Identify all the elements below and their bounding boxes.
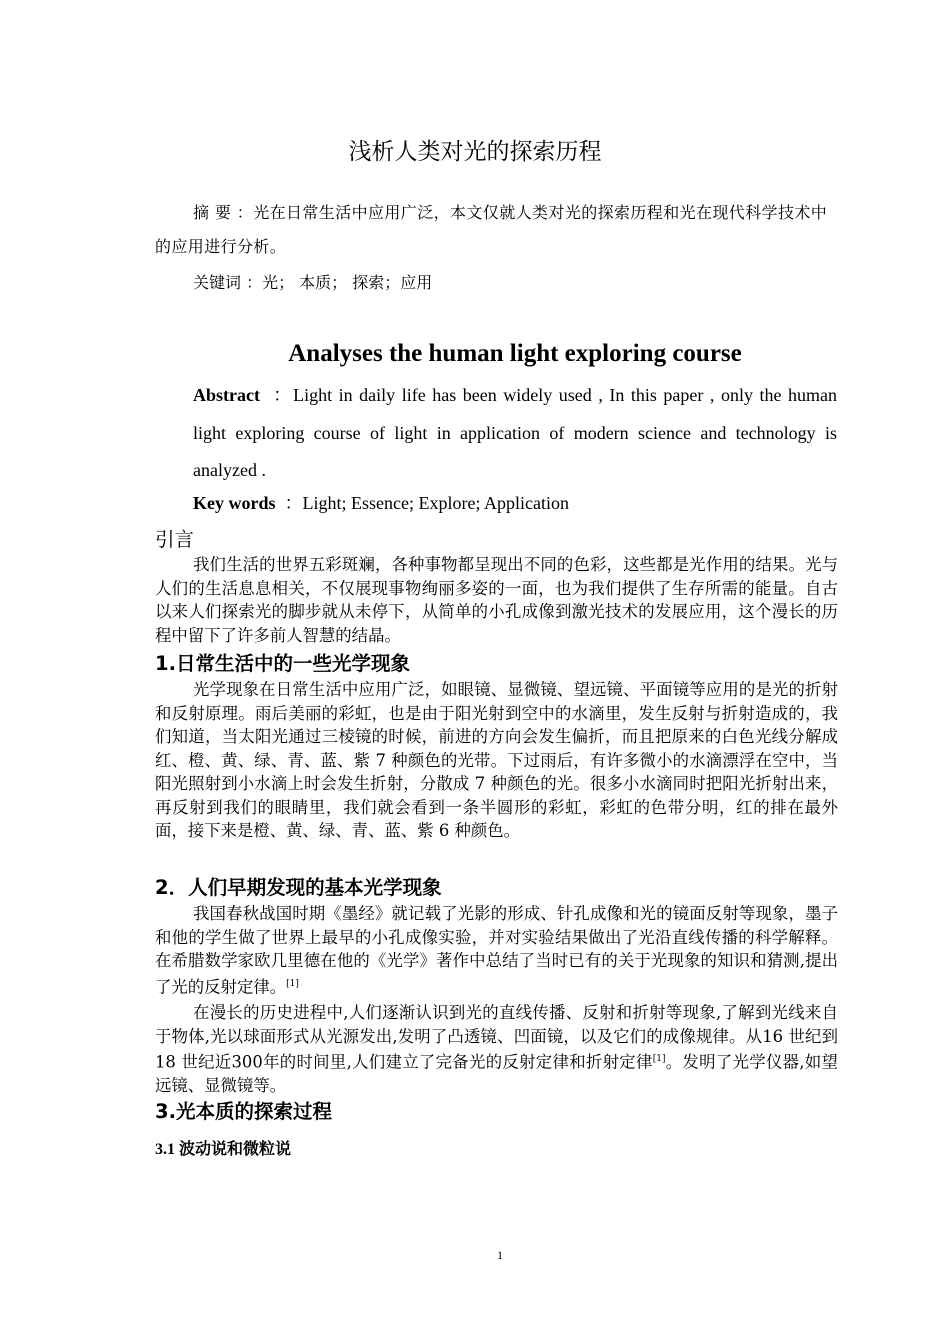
english-keywords-text: Light; Essence; Explore; Application [302, 493, 569, 513]
section-2-paragraph-2-text: 在漫长的历史进程中,人们逐渐认识到光的直线传播、反射和折射等现象,了解到光线来自于物体,光以球面形式从光源发出,发明了凸透镜、凹面镜，以及它们的成像规律。从16 世纪到18 世纪近300年的时间里,人们建立了完备光的反射定律和折射定律 [155, 1003, 838, 1072]
english-abstract-label: Abstract [193, 385, 260, 405]
chinese-keywords [193, 268, 432, 298]
chinese-title: 浅析人类对光的探索历程 [348, 139, 602, 165]
chinese-keywords-text: 光； 本质； 探索；应用 [262, 273, 433, 292]
section-2-paragraph-2 [155, 1001, 838, 1097]
english-abstract-separator: ： [273, 385, 294, 405]
section-1-heading: 1.日常生活中的一些光学现象 [155, 652, 410, 675]
chinese-abstract-label: 摘 要 ： [193, 203, 254, 222]
english-abstract-text: Light in daily life has been widely used , In this paper , only the human light exploring course of light in application of modern science and technology is analyzed . [193, 385, 838, 480]
section-2-paragraph-2-tail: 。发明了光学仪器,如望远镜、显微镜等。 [155, 1052, 838, 1095]
english-title: Analyses the human light exploring course [288, 340, 742, 367]
section-1-paragraph: 光学现象在日常生活中应用广泛，如眼镜、显微镜、望远镜、平面镜等应用的是光的折射和反射原理。雨后美丽的彩虹，也是由于阳光射到空中的水滴里，发生反射与折射造成的，我们知道，当太阳光通过三棱镜的时候，前进的方向会发生偏折，而且把原来的白色光线分解成红、橙、黄、绿、青、蓝、紫 7 种颜色的光带。下过雨后，有许多微小的水滴漂浮在空中，当阳光照射到小水滴上时会发生折射，分散成 7 种颜色的光。很多小水滴同时把阳光折射出来，再反射到我们的眼睛里，我们就会看到一条半圆形的彩虹，彩虹的色带分明，红的排在最外面，接下来是橙、黄、绿、青、蓝、紫 6 种颜色。 [155, 680, 838, 840]
section-3-heading: 3.光本质的探索过程 [155, 1100, 332, 1123]
chinese-abstract-text: 光在日常生活中应用广泛，本文仅就人类对光的探索历程和光在现代科学技术中的应用进行分析。 [155, 203, 828, 256]
intro-heading: 引言 [155, 528, 195, 551]
intro-paragraph: 我们生活的世界五彩斑斓，各种事物都呈现出不同的色彩，这些都是光作用的结果。光与人们的生活息息相关，不仅展现事物绚丽多姿的一面，也为我们提供了生存所需的能量。自古以来人们探索光的脚步就从未停下，从简单的小孔成像到激光技术的发展应用，这个漫长的历程中留下了许多前人智慧的结晶。 [155, 555, 838, 645]
section-2-paragraph-1-text: 我国春秋战国时期《墨经》就记载了光影的形成、针孔成像和光的镜面反射等现象，墨子和他的学生做了世界上最早的小孔成像实验，并对实验结果做出了光沿直线传播的科学解释。在希腊数学家欧几里德在他的《光学》著作中总结了当时已有的关于光现象的知识和猜测,提出了光的反射定律。 [155, 904, 838, 996]
section-3-1-heading: 3.1 波动说和微粒说 [155, 1141, 292, 1158]
page-number: 1 [497, 1248, 503, 1262]
section-2-paragraph-1 [155, 902, 838, 998]
chinese-abstract [155, 196, 840, 264]
citation-marker: [1] [652, 1054, 666, 1064]
english-keywords-separator: ： [284, 493, 303, 513]
citation-marker: [1] [286, 978, 299, 989]
english-keywords-label: Key words [193, 493, 276, 513]
english-keywords [193, 488, 569, 518]
english-abstract [193, 377, 837, 490]
section-2-heading: 2．人们早期发现的基本光学现象 [155, 876, 442, 899]
chinese-keywords-label: 关键词 ： [193, 273, 263, 292]
